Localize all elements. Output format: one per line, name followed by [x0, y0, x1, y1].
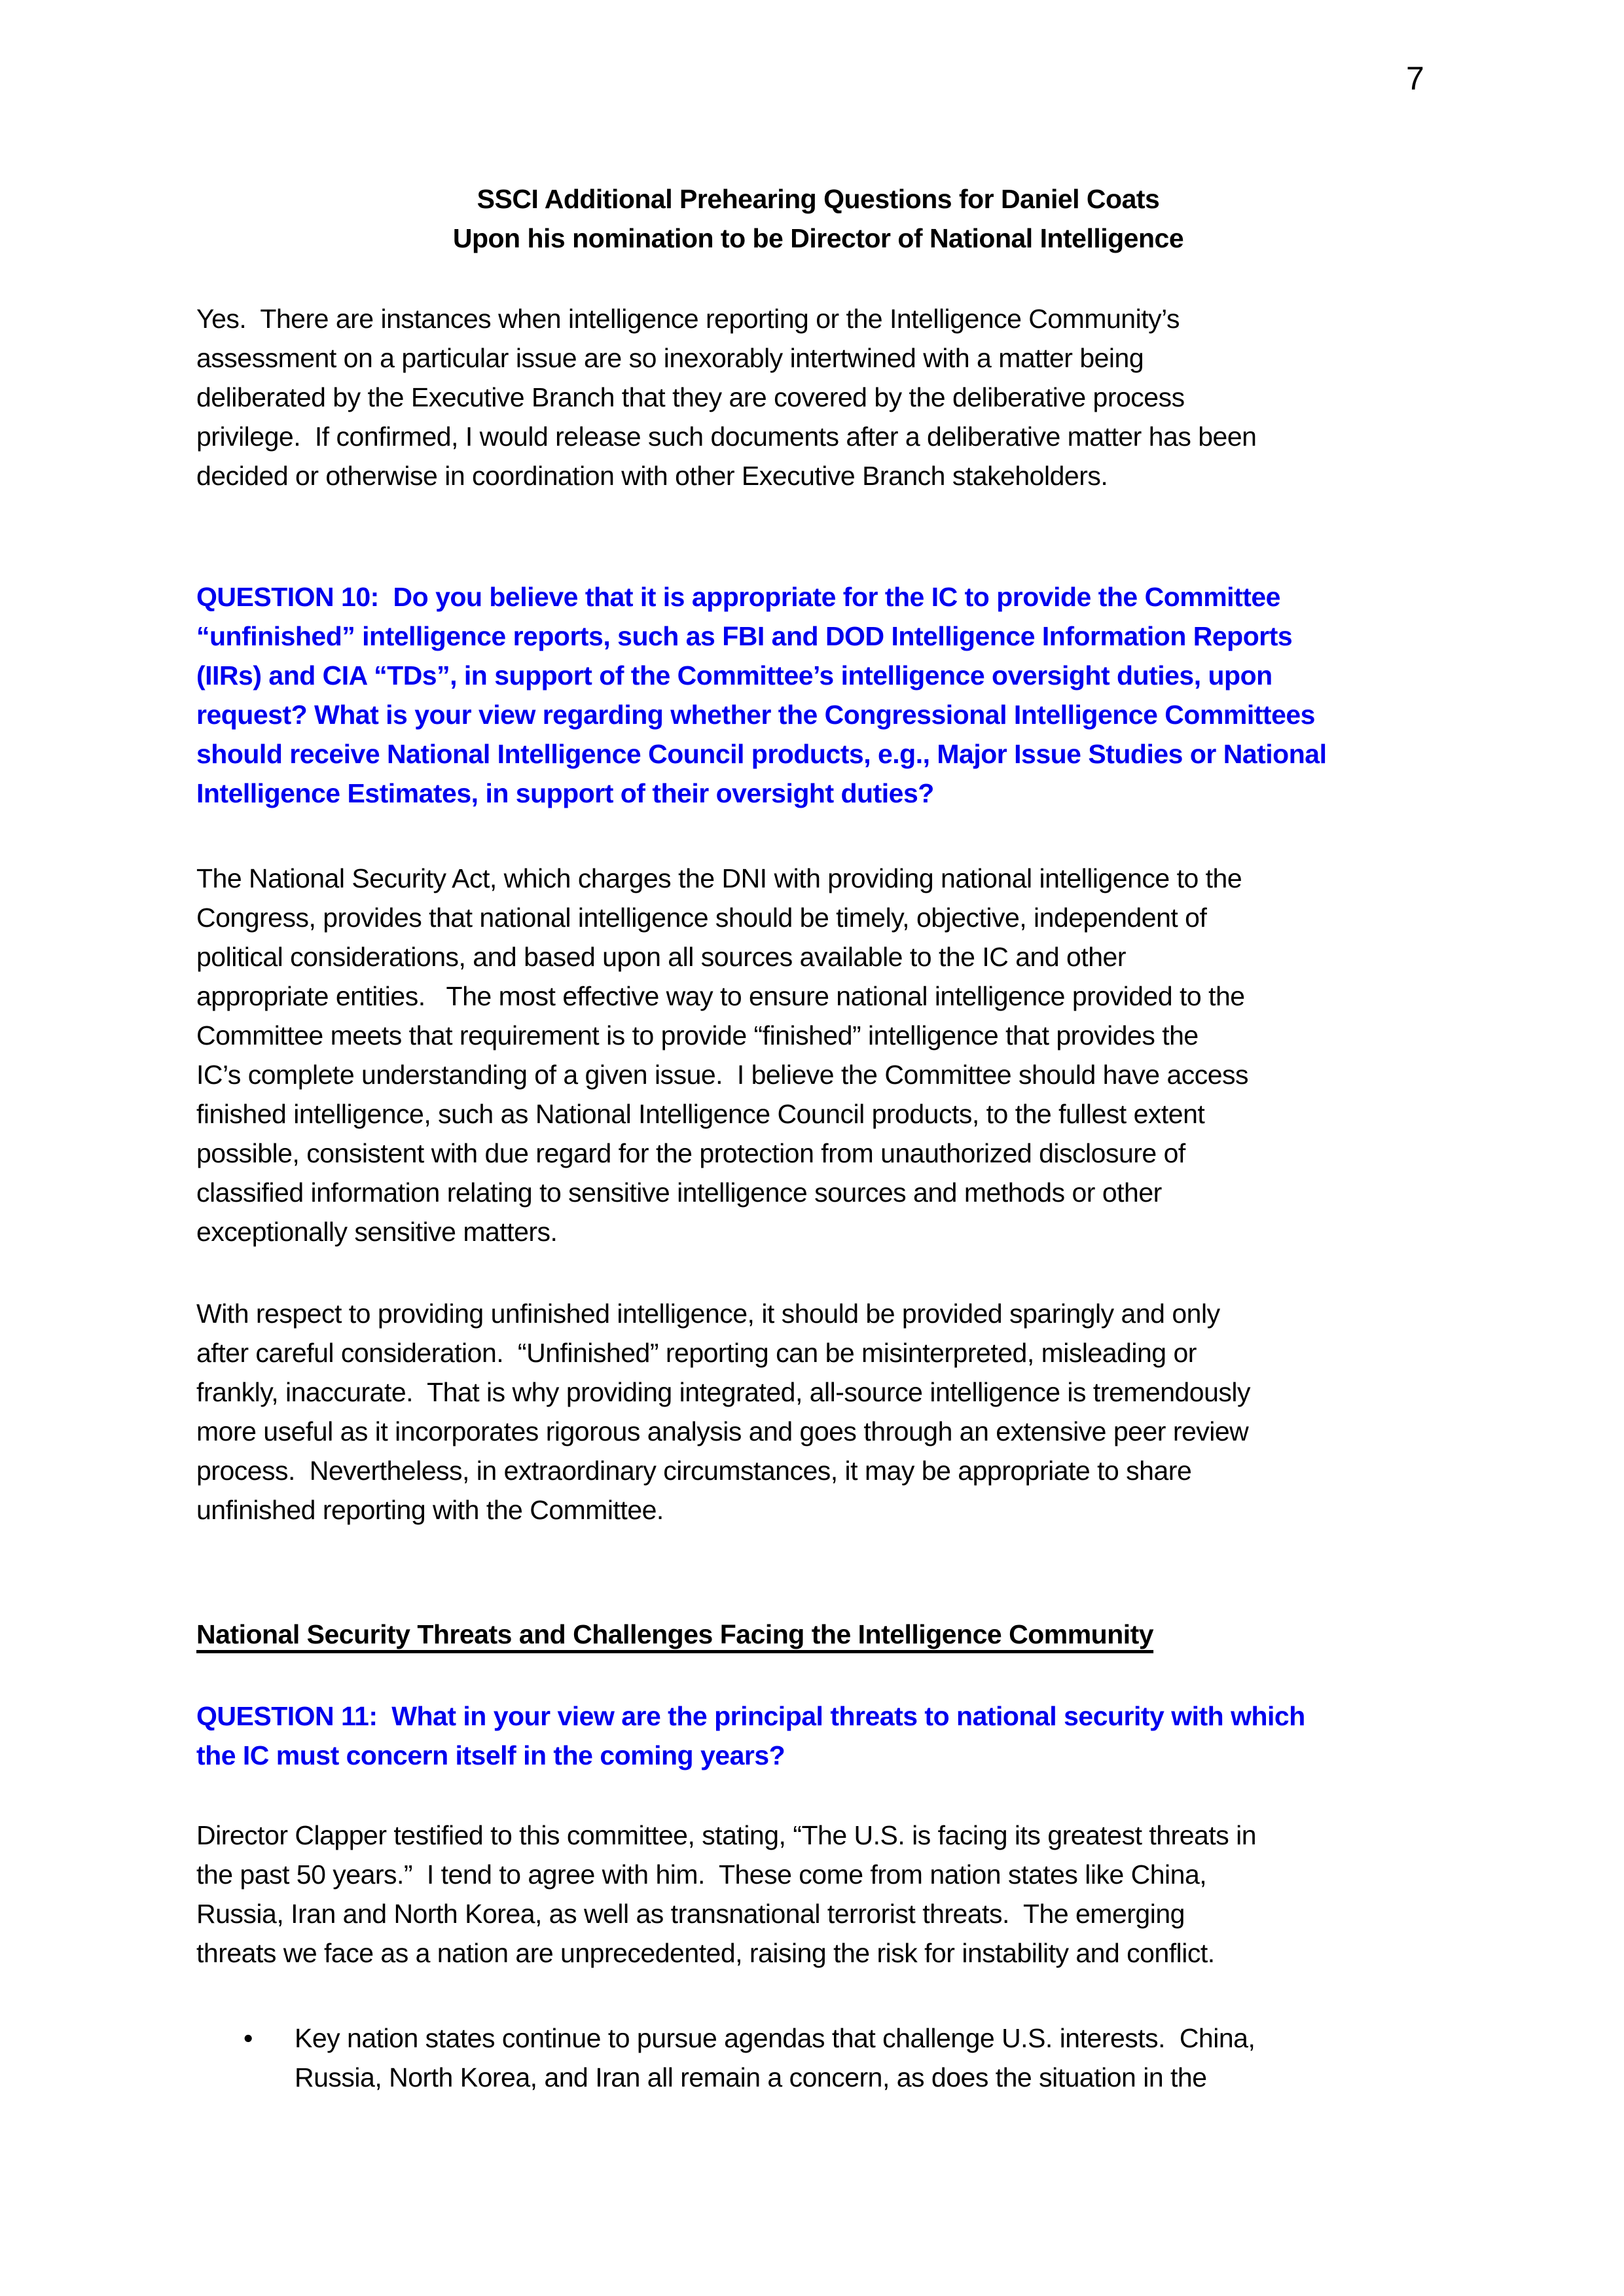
text-line: National Security Threats and Challenges Facing the Intelligence Community	[196, 1619, 1154, 1649]
text-line: assessment on a particular issue are so inexorably intertwined with a matter being	[196, 343, 1144, 373]
section-heading	[196, 1615, 1440, 1654]
answer-10-p2	[196, 1294, 1440, 1530]
question-11	[196, 1696, 1440, 1775]
answer-11	[196, 1816, 1440, 1973]
text-line: more useful as it incorporates rigorous analysis and goes through an extensive peer review	[196, 1416, 1249, 1446]
text-line: the IC must concern itself in the coming years?	[196, 1740, 785, 1770]
page-number: 7	[1406, 60, 1424, 97]
text-line: frankly, inaccurate. That is why providing integrated, all-source intelligence is tremendously	[196, 1377, 1251, 1407]
text-line: process. Nevertheless, in extraordinary circumstances, it may be appropriate to share	[196, 1456, 1192, 1486]
text-line: Intelligence Estimates, in support of their oversight duties?	[196, 778, 934, 808]
text-line: should receive National Intelligence Council products, e.g., Major Issue Studies or National	[196, 739, 1327, 769]
text-line: after careful consideration. “Unfinished” reporting can be misinterpreted, misleading or	[196, 1338, 1197, 1368]
text-line: deliberated by the Executive Branch that they are covered by the deliberative process	[196, 382, 1185, 412]
text-line: “unfinished” intelligence reports, such as FBI and DOD Intelligence Information Reports	[196, 621, 1293, 651]
text-line: request? What is your view regarding whether the Congressional Intelligence Committees	[196, 700, 1315, 730]
text-line: the past 50 years.” I tend to agree with him. These come from nation states like China,	[196, 1859, 1207, 1890]
text-line: Yes. There are instances when intelligence reporting or the Intelligence Community’s	[196, 304, 1180, 334]
text-line: Director Clapper testified to this committee, stating, “The U.S. is facing its greatest threats in	[196, 1820, 1257, 1850]
text-line: privilege. If confirmed, I would release such documents after a deliberative matter has been	[196, 422, 1257, 452]
document-body	[196, 179, 1440, 2097]
text-line: Russia, Iran and North Korea, as well as transnational terrorist threats. The emerging	[196, 1899, 1185, 1929]
text-line: political considerations, and based upon all sources available to the IC and other	[196, 942, 1126, 972]
title	[196, 179, 1440, 258]
text-line: appropriate entities. The most effective way to ensure national intelligence provided to the	[196, 981, 1245, 1011]
text-line: The National Security Act, which charges the DNI with providing national intelligence to the	[196, 863, 1242, 893]
text-line: Congress, provides that national intelligence should be timely, objective, independent of	[196, 903, 1207, 933]
bullet-1	[196, 2018, 1440, 2097]
text-line: Upon his nomination to be Director of National Intelligence	[452, 223, 1184, 253]
bullet-icon: •	[244, 2023, 253, 2053]
text-line: (IIRs) and CIA “TDs”, in support of the Committee’s intelligence oversight duties, upon	[196, 660, 1272, 691]
text-line: With respect to providing unfinished intelligence, it should be provided sparingly and only	[196, 1299, 1220, 1329]
text-line: Key nation states continue to pursue agendas that challenge U.S. interests. China,	[295, 2023, 1255, 2053]
text-line: IC’s complete understanding of a given issue. I believe the Committee should have access	[196, 1060, 1249, 1090]
text-line: decided or otherwise in coordination with other Executive Branch stakeholders.	[196, 461, 1108, 491]
text-line: unfinished reporting with the Committee.	[196, 1495, 664, 1525]
text-line: classified information relating to sensitive intelligence sources and methods or other	[196, 1177, 1162, 1208]
answer-10-p1	[196, 859, 1440, 1251]
text-line: QUESTION 10: Do you believe that it is appropriate for the IC to provide the Committee	[196, 582, 1280, 612]
question-10	[196, 577, 1440, 813]
text-line: threats we face as a nation are unprecedented, raising the risk for instability and conflict.	[196, 1938, 1215, 1968]
answer-9	[196, 299, 1440, 495]
text-line: Committee meets that requirement is to provide “finished” intelligence that provides the	[196, 1020, 1199, 1050]
text-line: possible, consistent with due regard for the protection from unauthorized disclosure of	[196, 1138, 1185, 1168]
text-line: Russia, North Korea, and Iran all remain a concern, as does the situation in the	[295, 2062, 1207, 2092]
text-line: exceptionally sensitive matters.	[196, 1217, 558, 1247]
text-line: SSCI Additional Prehearing Questions for Daniel Coats	[477, 184, 1160, 214]
text-line: finished intelligence, such as National Intelligence Council products, to the fullest extent	[196, 1099, 1205, 1129]
text-line: QUESTION 11: What in your view are the principal threats to national security with which	[196, 1701, 1305, 1731]
